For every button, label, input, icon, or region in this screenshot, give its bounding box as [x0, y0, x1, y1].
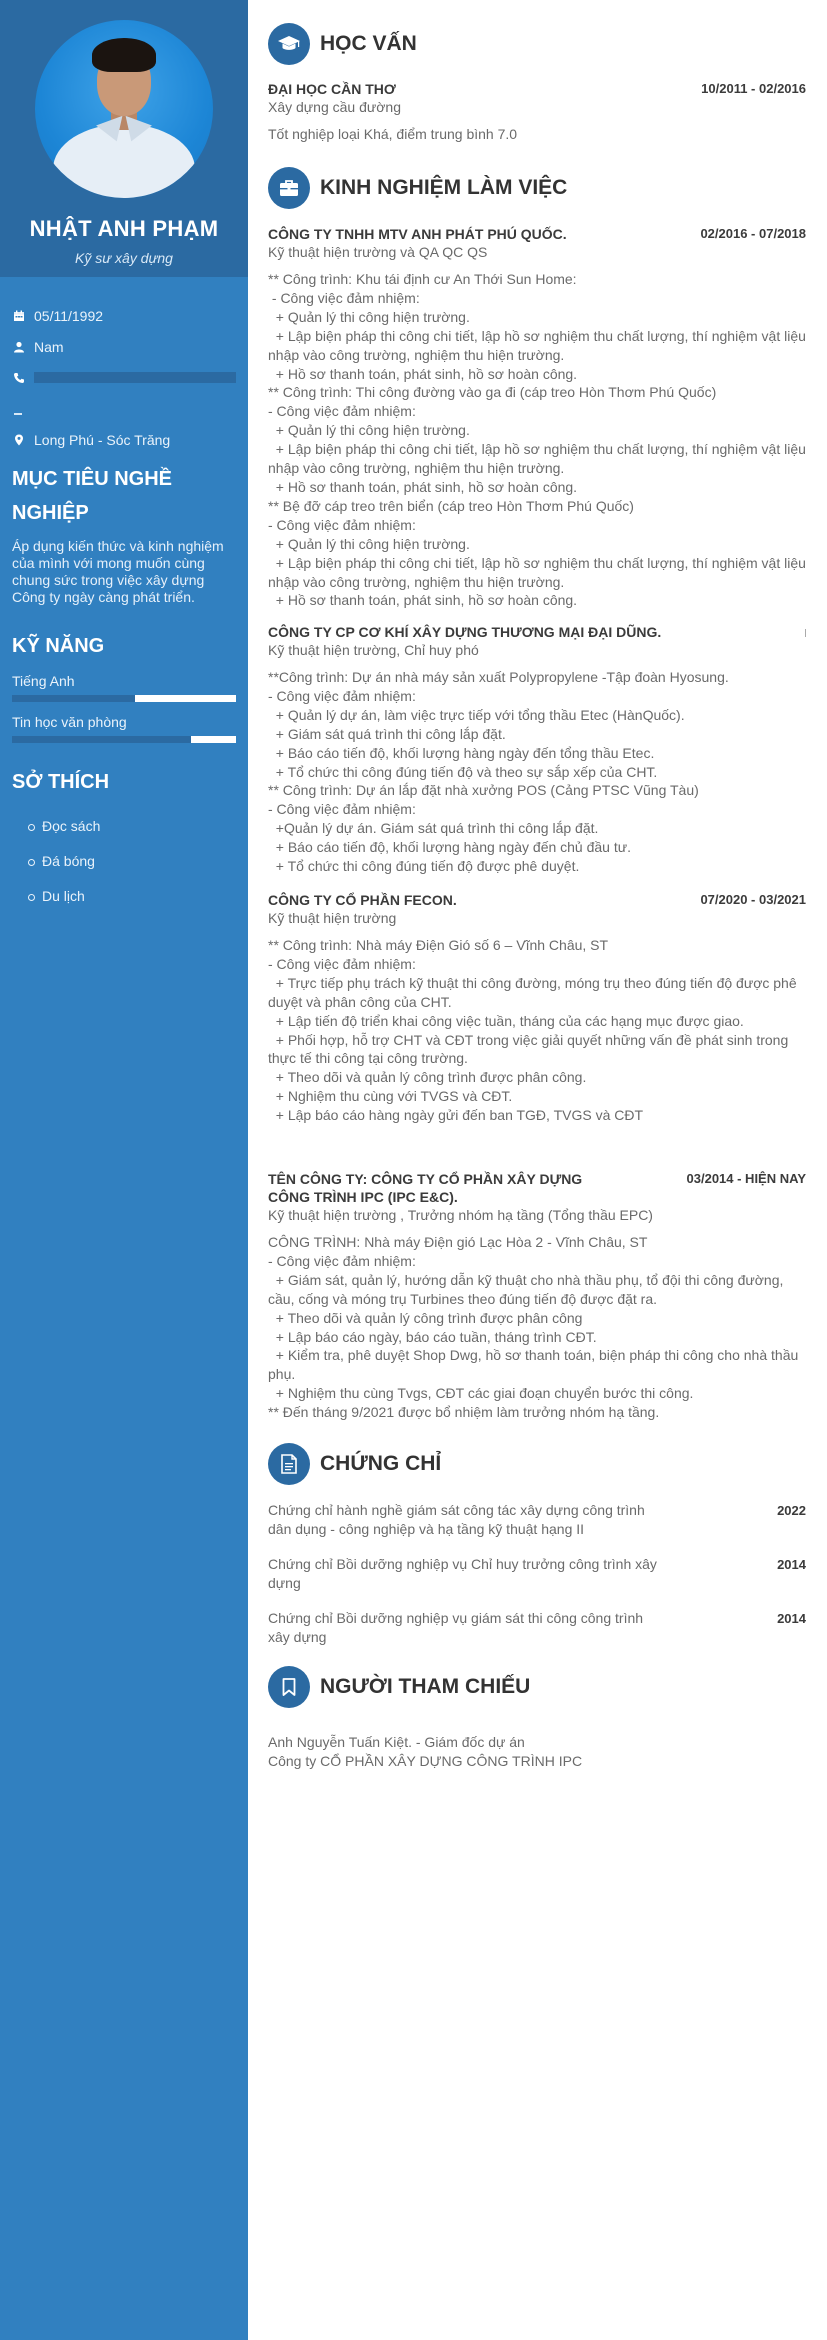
job-description: ** Công trình: Khu tái định cư An Thới Sun Home: - Công việc đảm nhiệm: + Quản lý thi công hiện trường. + Lập biện pháp thi công chi tiết, lập hồ sơ nghiệm thu chất lượng, thí nghiệm vật liệu nhập vào công trường, nghiệm thu hiện trường. + Hồ sơ thanh toán, phát sinh, hồ sơ hoàn công. ** Công trình: Thi công đường vào ga đi (cáp treo Hòn Thơm Phú Quốc) - Công việc đảm nhiệm: + Quản lý thi công hiện trường. + Lập biện pháp thi công chi tiết, lập hồ sơ nghiệm thu chất lượng, thí nghiệm vật liệu nhập vào công trường, nghiệm thu hiện trường. + Hồ sơ thanh toán, phát sinh, hồ sơ hoàn công. ** Bệ đỡ cáp treo trên biển (cáp treo Hòn Thơm Phú Quốc) - Công việc đảm nhiệm: + Quản lý thi công hiện trường. + Lập biện pháp thi công chi tiết, lập hồ sơ nghiệm thu chất lượng, thí nghiệm vật liệu nhập vào công trường, nghiệm thu hiện trường. + Hồ sơ thanh toán, phát sinh, hồ sơ hoàn công. — [268, 271, 806, 609]
skill-name: Tiếng Anh — [12, 673, 75, 689]
briefcase-icon — [268, 167, 310, 209]
phone-row — [12, 362, 236, 393]
location-pin-icon — [12, 433, 26, 447]
hobby-item: Đọc sách — [42, 809, 238, 844]
objective-title: MỤC TIÊU NGHỀ NGHIỆP — [12, 468, 172, 524]
phone-field — [34, 372, 236, 383]
skill-item — [12, 671, 238, 702]
job-date: 02/2016 - 07/2018 — [700, 226, 806, 241]
reference-entry — [268, 1733, 806, 1771]
objective-text: Áp dụng kiến thức và kinh nghiệm của mình với mong muốn cùng chung sức trong việc xây dựng Công ty ngày càng phát triển. — [12, 538, 224, 605]
job-date: 07/2020 - 03/2021 — [700, 892, 806, 907]
hobby-item: Du lịch — [42, 879, 238, 914]
job-role: Kỹ thuật hiện trường và QA QC QS — [268, 244, 488, 260]
email-row — [12, 393, 236, 424]
birthdate: 05/11/1992 — [34, 307, 104, 324]
hobby-item: Đá bóng — [42, 844, 238, 879]
job-description: **Công trình: Dự án nhà máy sản xuất Polypropylene -Tập đoàn Hyosung. - Công việc đảm nhiệm: + Quản lý dự án, làm việc trực tiếp với tổng thầu Etec (HànQuốc). + Giám sát quá trình thi công lắp đặt. + Báo cáo tiến độ, khối lượng hàng ngày đến tổng thầu Etec. + Tổ chức thi công đúng tiến độ và theo sự sắp xếp của CHT. ** Công trình: Dự án lắp đặt nhà xưởng POS (Cảng PTSC Vũng Tàu) - Công việc đảm nhiệm: +Quản lý dự án. Giám sát quá trình thi công lắp đặt. + Báo cáo tiến độ, khối lượng hàng ngày đến chủ đầu tư. + Tổ chức thi công đúng tiến độ được phê duyệt. — [268, 669, 729, 875]
company-name: CÔNG TY TNHH MTV ANH PHÁT PHÚ QUỐC. — [268, 226, 567, 242]
certificate-item — [268, 1555, 806, 1593]
user-icon — [12, 340, 26, 354]
company-name: CÔNG TY CP CƠ KHÍ XÂY DỰNG THƯƠNG MẠI ĐẠI DŨNG. — [268, 624, 662, 640]
skill-item — [12, 712, 238, 743]
job-date — [695, 623, 806, 641]
hobby-list — [12, 809, 238, 914]
phone-icon — [12, 371, 26, 385]
education-date: 10/2011 - 02/2016 — [701, 81, 806, 96]
education-title: HỌC VẤN — [320, 32, 417, 55]
skills-section — [12, 629, 238, 743]
job-entry — [268, 623, 806, 876]
gender: Nam — [34, 338, 64, 355]
skill-bar — [12, 695, 236, 702]
calendar-icon — [12, 309, 26, 323]
birthdate-row — [12, 300, 236, 331]
education-detail: Tốt nghiệp loại Khá, điểm trung bình 7.0 — [268, 126, 518, 142]
address-row — [12, 424, 236, 455]
job-role: Kỹ thuật hiện trường, Chỉ huy phó — [268, 642, 479, 658]
reference-person: Anh Nguyễn Tuấn Kiệt. - Giám đốc dự án — [268, 1734, 525, 1750]
certificate-name: Chứng chỉ Bồi dưỡng nghiệp vụ Chỉ huy trưởng công trình xây dựng — [268, 1556, 657, 1591]
company-name: TÊN CÔNG TY: CÔNG TY CỔ PHẦN XÂY DỰNG CÔNG TRÌNH IPC (IPC E&C). — [268, 1171, 583, 1205]
profile-header — [0, 0, 248, 277]
references-title: NGƯỜI THAM CHIẾU — [320, 1675, 531, 1698]
school-name: ĐẠI HỌC CẦN THƠ — [268, 81, 396, 97]
avatar — [35, 20, 213, 198]
bookmark-icon — [268, 1666, 310, 1708]
certificate-year: 2022 — [777, 1503, 806, 1518]
certificate-year: 2014 — [777, 1557, 806, 1572]
company-name: CÔNG TY CỔ PHẦN FECON. — [268, 892, 457, 908]
hobbies-title: SỞ THÍCH — [12, 771, 110, 793]
skills-title: KỸ NĂNG — [12, 635, 105, 657]
contact-info — [12, 300, 236, 455]
certificate-item — [268, 1501, 806, 1539]
document-icon — [268, 1443, 310, 1485]
certificate-list — [268, 1501, 806, 1647]
sidebar — [0, 0, 248, 2340]
certificate-name: Chứng chỉ hành nghề giám sát công tác xây dựng công trình dân dụng - công nghiệp và hạ tầng kỹ thuật hạng II — [268, 1502, 645, 1537]
email-placeholder-mark — [14, 413, 22, 415]
job-entry — [268, 891, 806, 1125]
profile-name: NHẬT ANH PHẠM — [29, 216, 219, 241]
education-header — [268, 23, 417, 65]
skill-name: Tin học văn phòng — [12, 714, 127, 730]
job-date: 03/2014 - HIỆN NAY — [686, 1171, 806, 1186]
address: Long Phú - Sóc Trăng — [34, 431, 171, 448]
job-description: ** Công trình: Nhà máy Điện Gió số 6 – Vĩnh Châu, ST - Công việc đảm nhiệm: + Trực tiếp phụ trách kỹ thuật thi công đường, móng trụ theo đúng tiến độ được phê duyệt và phân công của CHT. + Lập tiến độ triển khai công việc tuần, tháng của các hạng mục được giao. + Phối hợp, hỗ trợ CHT và CĐT trong việc giải quyết những vấn đề phát sinh trong thực tế thi công tại công trường. + Theo dõi và quản lý công trình được phân công. + Nghiệm thu cùng với TVGS và CĐT. + Lập báo cáo hàng ngày gửi đến ban TGĐ, TVGS và CĐT — [268, 937, 797, 1124]
skill-bar-fill — [191, 736, 236, 743]
skill-bar-fill — [135, 695, 236, 702]
job-entry — [268, 1170, 806, 1422]
reference-company: Công ty CỔ PHẦN XÂY DỰNG CÔNG TRÌNH IPC — [268, 1753, 583, 1769]
profile-job-title: Kỹ sư xây dựng — [75, 250, 173, 266]
hobbies-section — [12, 765, 238, 914]
certificates-header — [268, 1443, 441, 1485]
graduation-cap-icon — [268, 23, 310, 65]
experience-header — [268, 167, 567, 209]
gender-row — [12, 331, 236, 362]
job-entry — [268, 225, 806, 610]
job-description: CÔNG TRÌNH: Nhà máy Điện gió Lạc Hòa 2 - Vĩnh Châu, ST - Công việc đảm nhiệm: + Giám sát, quản lý, hướng dẫn kỹ thuật cho nhà thầu phụ, tổ đội thi công đường, cầu, cống và móng trụ Turbines theo đúng tiến độ được đặt ra. + Theo dõi và quản lý công trình được phân công + Lập báo cáo ngày, báo cáo tuần, tháng trình CĐT. + Kiểm tra, phê duyệt Shop Dwg, hồ sơ thanh toán, biện pháp thi công cho nhà thầu phụ. + Nghiệm thu cùng Tvgs, CĐT các giai đoạn chuyển bước thi công. ** Đến tháng 9/2021 được bổ nhiệm làm trưởng nhóm hạ tầng. — [268, 1234, 799, 1421]
objective-section — [12, 462, 238, 606]
certificate-name: Chứng chỉ Bồi dưỡng nghiệp vụ giám sát thi công công trình xây dựng — [268, 1610, 644, 1645]
education-major: Xây dựng cầu đường — [268, 99, 402, 115]
skill-bar — [12, 736, 236, 743]
education-entry — [268, 80, 806, 144]
job-role: Kỹ thuật hiện trường , Trưởng nhóm hạ tầng (Tổng thầu EPC) — [268, 1207, 653, 1223]
job-role: Kỹ thuật hiện trường — [268, 910, 397, 926]
certificate-item — [268, 1609, 806, 1647]
experience-title: KINH NGHIỆM LÀM VIỆC — [320, 176, 568, 199]
certificates-title: CHỨNG CHỈ — [320, 1452, 442, 1475]
certificate-year: 2014 — [777, 1611, 806, 1626]
references-header — [268, 1666, 530, 1708]
